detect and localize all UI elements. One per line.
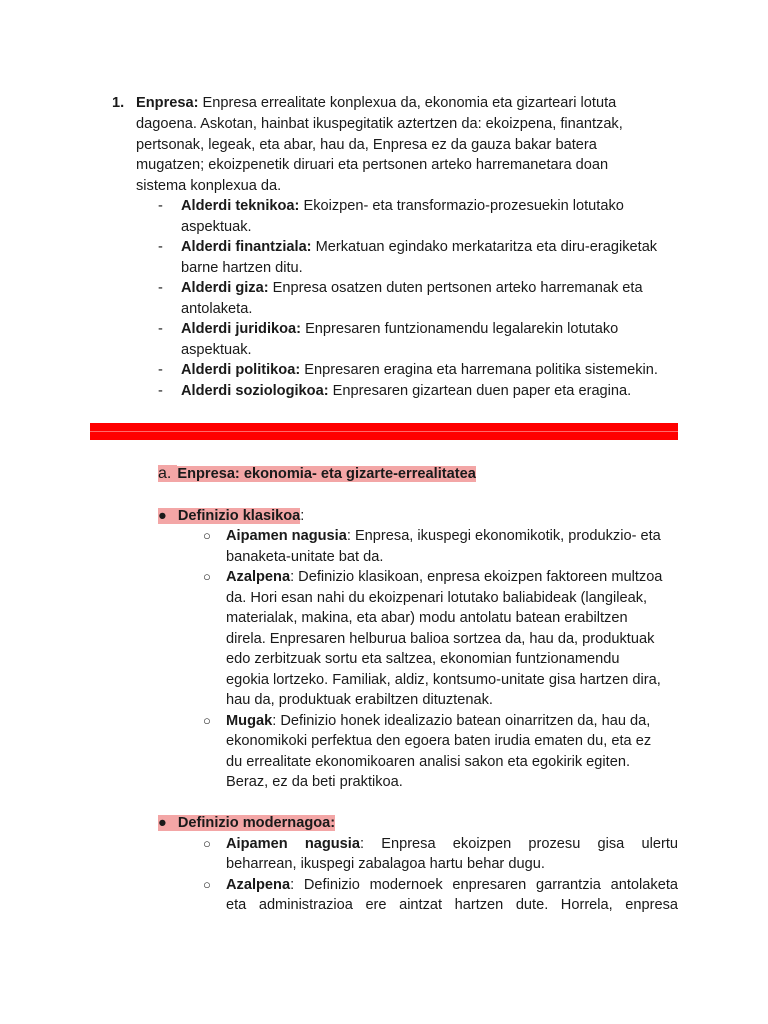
- bullet-dot: ●: [158, 815, 178, 831]
- circle-bullet: ○: [203, 528, 211, 543]
- aspect-soziologikoa: Alderdi soziologikoa: Enpresaren gizartean duen paper eta eragina.: [181, 382, 632, 399]
- section-a-heading: [158, 464, 476, 485]
- bullet-dot: ●: [158, 508, 178, 524]
- klasikoa-aipamen: Aipamen nagusia: Enpresa, ikuspegi ekonomikotik, produkzio- eta: [226, 528, 661, 544]
- text-line: edo zerbitzuak sortu eta saltzea, ekonomian funtzionamendu: [226, 651, 620, 667]
- aspect-teknikoa-cont: aspektuak.: [181, 218, 252, 235]
- dash-bullet: -: [158, 239, 163, 255]
- intro-line-1: Enpresa: Enpresa errealitate konplexua da, ekonomia eta gizarteari lotuta: [136, 95, 617, 111]
- section-a-title: Enpresa: ekonomia- eta gizarte-errealitatea: [177, 466, 476, 482]
- section-a-letter: a.: [158, 465, 177, 482]
- text-line: materialak, makina, eta abar) modu antolatu batean erabiltzen: [226, 610, 628, 626]
- text-line: banaketa-unitate bat da.: [226, 548, 384, 565]
- intro-line-2: dagoena. Askotan, hainbat ikuspegitatik aztertzen da: ekoizpena, finantzak,: [136, 116, 623, 132]
- aspect-teknikoa: Alderdi teknikoa: Ekoizpen- eta transformazio-prozesuekin lotutako: [181, 198, 624, 214]
- enpresa-term: Enpresa:: [136, 95, 199, 111]
- intro-line-5: sistema konplexua da.: [136, 177, 282, 194]
- circle-bullet: ○: [203, 835, 211, 851]
- dash-bullet: -: [158, 321, 163, 337]
- aspect-finantziala: Alderdi finantziala: Merkatuan egindako merkataritza eta diru-eragiketak: [181, 239, 658, 255]
- modernagoa-aipamen: Aipamen nagusia: Enpresa ekoizpen prozesu gisa ulertu: [226, 835, 678, 852]
- text-line: Beraz, ez da beti praktikoa.: [226, 774, 403, 790]
- klasikoa-mugak: Mugak: Definizio honek idealizazio batean oinarritzen da, hau da,: [226, 712, 651, 729]
- aspect-giza-cont: antolaketa.: [181, 300, 253, 317]
- text-line: du errealitate ekonomikoaren analisi sakon eta egokirik egiten.: [226, 753, 631, 770]
- text-line: hau da, produktuak erabiltzen dituztenak.: [226, 692, 493, 708]
- text-line: beharrean, ikuspegi zabalagoa hartu behar dugu.: [226, 856, 545, 872]
- klasikoa-azalpena: Azalpena: Definizio klasikoan, enpresa ekoizpen faktoreen multzoa: [226, 569, 663, 585]
- text-line: direla. Enpresaren helburua balioa sortzea da, hau da, produktuak: [226, 630, 655, 647]
- dash-bullet: -: [158, 362, 163, 378]
- list-number: 1.: [112, 95, 125, 111]
- dash-bullet: -: [158, 198, 163, 214]
- text-line: ekonomikoki perfektua den egoera baten irudia ematen du, eta ez: [226, 733, 652, 749]
- dash-bullet: -: [158, 382, 163, 399]
- aspect-giza: Alderdi giza: Enpresa osatzen duten pertsonen arteko harremanak eta: [181, 280, 643, 296]
- circle-bullet: ○: [203, 569, 211, 584]
- text-line: da. Hori esan nahi du ekoizpenari lotutako baliabideak (langileak,: [226, 589, 648, 606]
- aspect-juridikoa: Alderdi juridikoa: Enpresaren funtzionamendu legalarekin lotutako: [181, 321, 619, 337]
- red-divider: [90, 423, 678, 440]
- klasikoa-heading: ● Definizio klasikoa:: [158, 507, 305, 524]
- aspect-juridikoa-cont: aspektuak.: [181, 341, 252, 358]
- aspect-finantziala-cont: barne hartzen ditu.: [181, 259, 303, 276]
- modernagoa-heading: ● Definizio modernagoa:: [158, 815, 336, 831]
- text-line: eta administrazioa ere aintzat hartzen dute. Horrela, enpresa: [226, 897, 678, 913]
- circle-bullet: ○: [203, 712, 211, 728]
- modernagoa-azalpena: Azalpena: Definizio modernoek enpresaren garrantzia antolaketa: [226, 876, 678, 893]
- text-line: egokia lortzeko. Familiak, aldiz, kontsumo-unitate gisa hartzen dira,: [226, 671, 661, 688]
- intro-line-4: mugatzen; ekoizpenetik diruari eta pertsonen arteko harremanetara doan: [136, 157, 609, 173]
- dash-bullet: -: [158, 280, 163, 296]
- aspect-politikoa: Alderdi politikoa: Enpresaren eragina eta harremana politika sistemekin.: [181, 362, 658, 378]
- intro-line-3: pertsonak, legeak, eta abar, hau da, Enpresa ez da gauza bakar batera: [136, 136, 597, 153]
- circle-bullet: ○: [203, 876, 211, 892]
